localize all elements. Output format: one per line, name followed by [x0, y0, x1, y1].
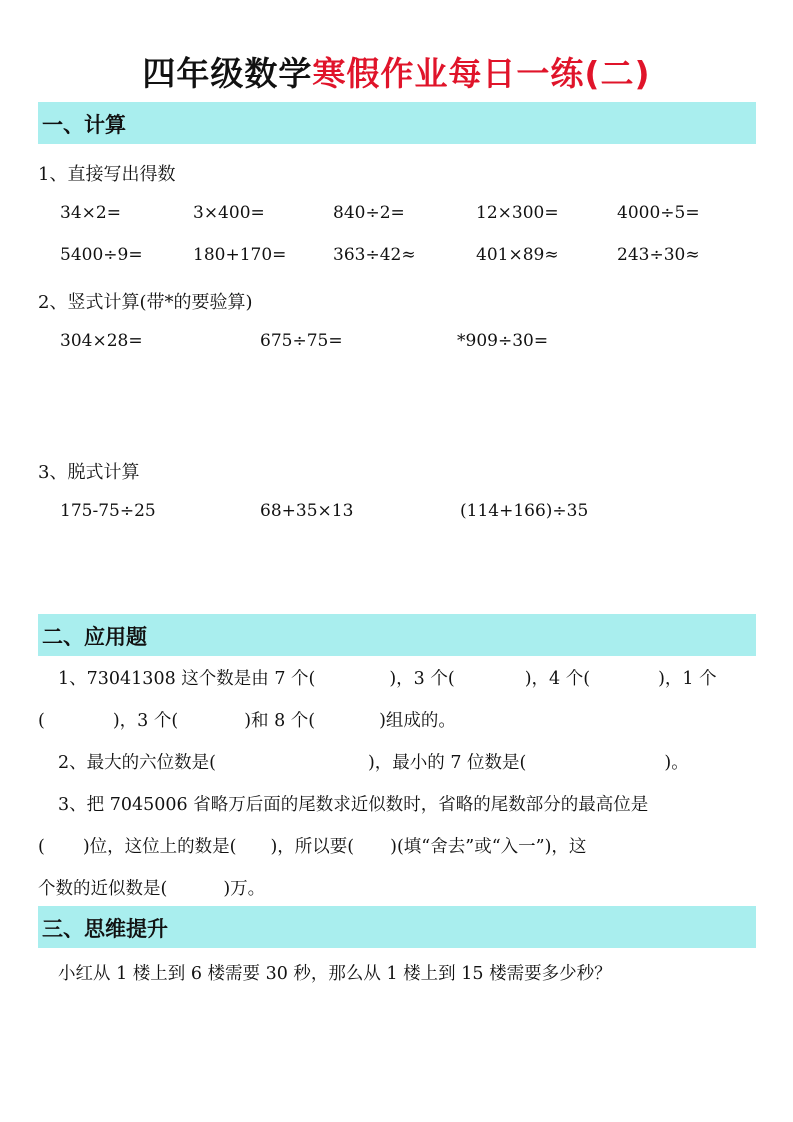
section-header-applications	[38, 614, 756, 656]
section-header-calculation	[38, 102, 756, 144]
page-title	[0, 48, 793, 95]
section-header-thinking	[38, 906, 756, 948]
section-title: 三、思维提升	[42, 917, 168, 941]
application-question-3-line-3: 个数的近似数是( )万。	[38, 879, 266, 899]
calc-item: 5400÷9=	[60, 245, 143, 265]
vertical-calc-item: 675÷75=	[260, 331, 343, 351]
expression-item: 175-75÷25	[60, 501, 156, 521]
calc-item: 401×89≈	[476, 245, 559, 265]
section-title: 一、计算	[42, 113, 126, 137]
application-question-2: 2、最大的六位数是( )，最小的 7 位数是( )。	[58, 753, 689, 773]
calc-item: 4000÷5=	[617, 203, 700, 223]
section-title: 二、应用题	[42, 625, 147, 649]
calc-item: 840÷2=	[333, 203, 405, 223]
application-question-3-line-2: ( )位，这位上的数是( )，所以要( )(填“舍去”或“入一”)，这	[38, 837, 587, 857]
calc-item: 3×400=	[193, 203, 265, 223]
calc-item: 12×300=	[476, 203, 559, 223]
vertical-calc-item: 304×28=	[60, 331, 143, 351]
application-question-1-line-2: ( )，3 个( )和 8 个( )组成的。	[38, 711, 456, 731]
expression-item: 68+35×13	[260, 501, 354, 521]
title-part-homework: 寒假作业每日一练(二)	[312, 54, 651, 93]
question-label: 3、脱式计算	[38, 462, 140, 483]
calc-item: 180+170=	[193, 245, 287, 265]
calc-item: 243÷30≈	[617, 245, 700, 265]
title-part-grade: 四年级数学	[142, 54, 313, 93]
vertical-calc-item: *909÷30=	[457, 331, 549, 351]
thinking-problem: 小红从 1 楼上到 6 楼需要 30 秒，那么从 1 楼上到 15 楼需要多少秒？	[58, 964, 612, 984]
question-label: 2、竖式计算(带*的要验算)	[38, 292, 253, 313]
calc-item: 363÷42≈	[333, 245, 416, 265]
application-question-1-line-1: 1、73041308 这个数是由 7 个( )，3 个( )，4 个( )，1 个	[58, 669, 717, 689]
calc-item: 34×2=	[60, 203, 121, 223]
expression-item: (114+166)÷35	[460, 501, 589, 521]
question-label: 1、直接写出得数	[38, 164, 176, 185]
application-question-3-line-1: 3、把 7045006 省略万后面的尾数求近似数时，省略的尾数部分的最高位是	[58, 795, 649, 815]
